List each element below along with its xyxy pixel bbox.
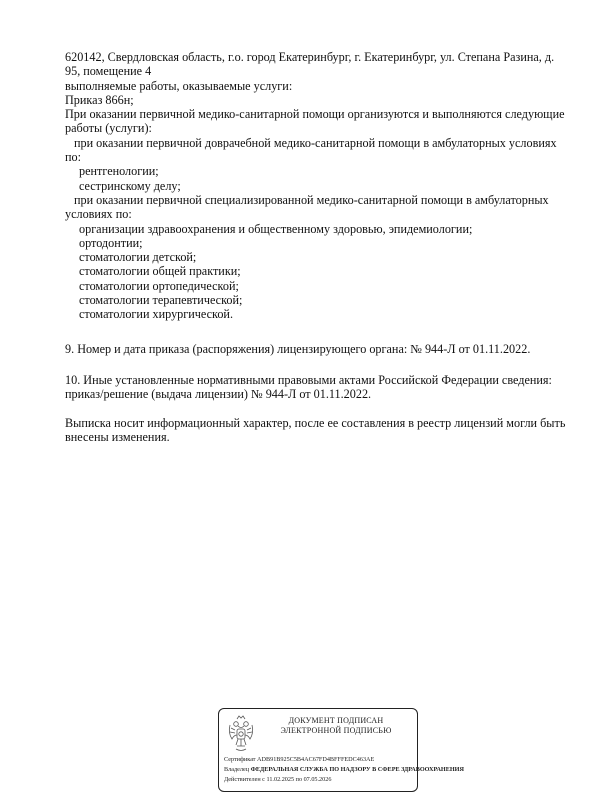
stamp-title-line: ДОКУМЕНТ ПОДПИСАН (288, 716, 384, 725)
service-list-item: ортодонтии; (79, 235, 143, 250)
primary-care-intro: работы (услуги): (65, 121, 152, 136)
owner-label: Владелец (224, 766, 250, 773)
primary-care-intro: При оказании первичной медико-санитарной помощи организуются и выполняются следующие (65, 107, 565, 122)
pre-doctor-care-heading: при оказании первичной доврачебной медико-санитарной помощи в амбулаторных условиях (74, 135, 557, 150)
service-list-item: стоматологии ортопедической; (79, 278, 239, 293)
works-heading: выполняемые работы, оказываемые услуги: (65, 78, 293, 93)
certificate-line (224, 756, 374, 764)
pre-doctor-care-heading: по: (65, 150, 82, 165)
disclaimer-text: внесены изменения. (65, 430, 170, 445)
stamp-title-line: ЭЛЕКТРОННОЙ ПОДПИСЬЮ (280, 726, 392, 735)
validity-text: Действителен с 11.02.2025 по 07.05.2026 (224, 776, 332, 783)
owner-name: ФЕДЕРАЛЬНАЯ СЛУЖБА ПО НАДЗОРУ В СФЕРЕ ЗДРАВООХРАНЕНИЯ (250, 766, 464, 773)
section-9 (65, 342, 570, 356)
owner-line (224, 766, 464, 774)
certificate-number: ADB91B925C5B4AC67FD4BFFFEDC463AE (257, 756, 375, 763)
specialized-care-heading: условиях по: (65, 207, 132, 222)
specialized-care-heading: при оказании первичной специализированной медико-санитарной помощи в амбулаторных (74, 192, 549, 207)
disclaimer-text: Выписка носит информационный характер, после ее составления в реестр лицензий могли быть (65, 416, 566, 430)
certificate-label: Сертификат (224, 756, 256, 763)
section-10-text: 10. Иные установленные нормативными правовыми актами Российской Федерации сведения: (65, 373, 552, 387)
stamp-title (259, 716, 413, 736)
service-list-item: рентгенологии; (79, 164, 159, 179)
validity-line (224, 776, 331, 784)
section-10-text: приказ/решение (выдача лицензии) № 944-Л от 01.11.2022. (65, 387, 372, 402)
section-9-text: 9. Номер и дата приказа (распоряжения) лицензирующего органа: № 944-Л от 01.11.2022. (65, 342, 531, 356)
service-list-item: стоматологии терапевтической; (79, 293, 243, 308)
section-10 (65, 373, 570, 402)
order-reference: Приказ 866н; (65, 92, 134, 107)
service-list-item: сестринскому делу; (79, 178, 181, 193)
disclaimer-note (65, 416, 570, 445)
service-list-item: организации здравоохранения и общественному здоровью, эпидемиологии; (79, 221, 473, 236)
electronic-signature-stamp (218, 708, 464, 792)
service-list-item: стоматологии детской; (79, 250, 197, 265)
service-list-item: стоматологии хирургической. (79, 307, 233, 322)
service-list-item: стоматологии общей практики; (79, 264, 241, 279)
address-line: 620142, Свердловская область, г.о. город Екатеринбург, г. Екатеринбург, ул. Степана Разина, д. (65, 50, 555, 64)
address-block (65, 50, 570, 322)
address-line: 95, помещение 4 (65, 64, 152, 79)
double-headed-eagle-emblem-icon (227, 713, 255, 757)
